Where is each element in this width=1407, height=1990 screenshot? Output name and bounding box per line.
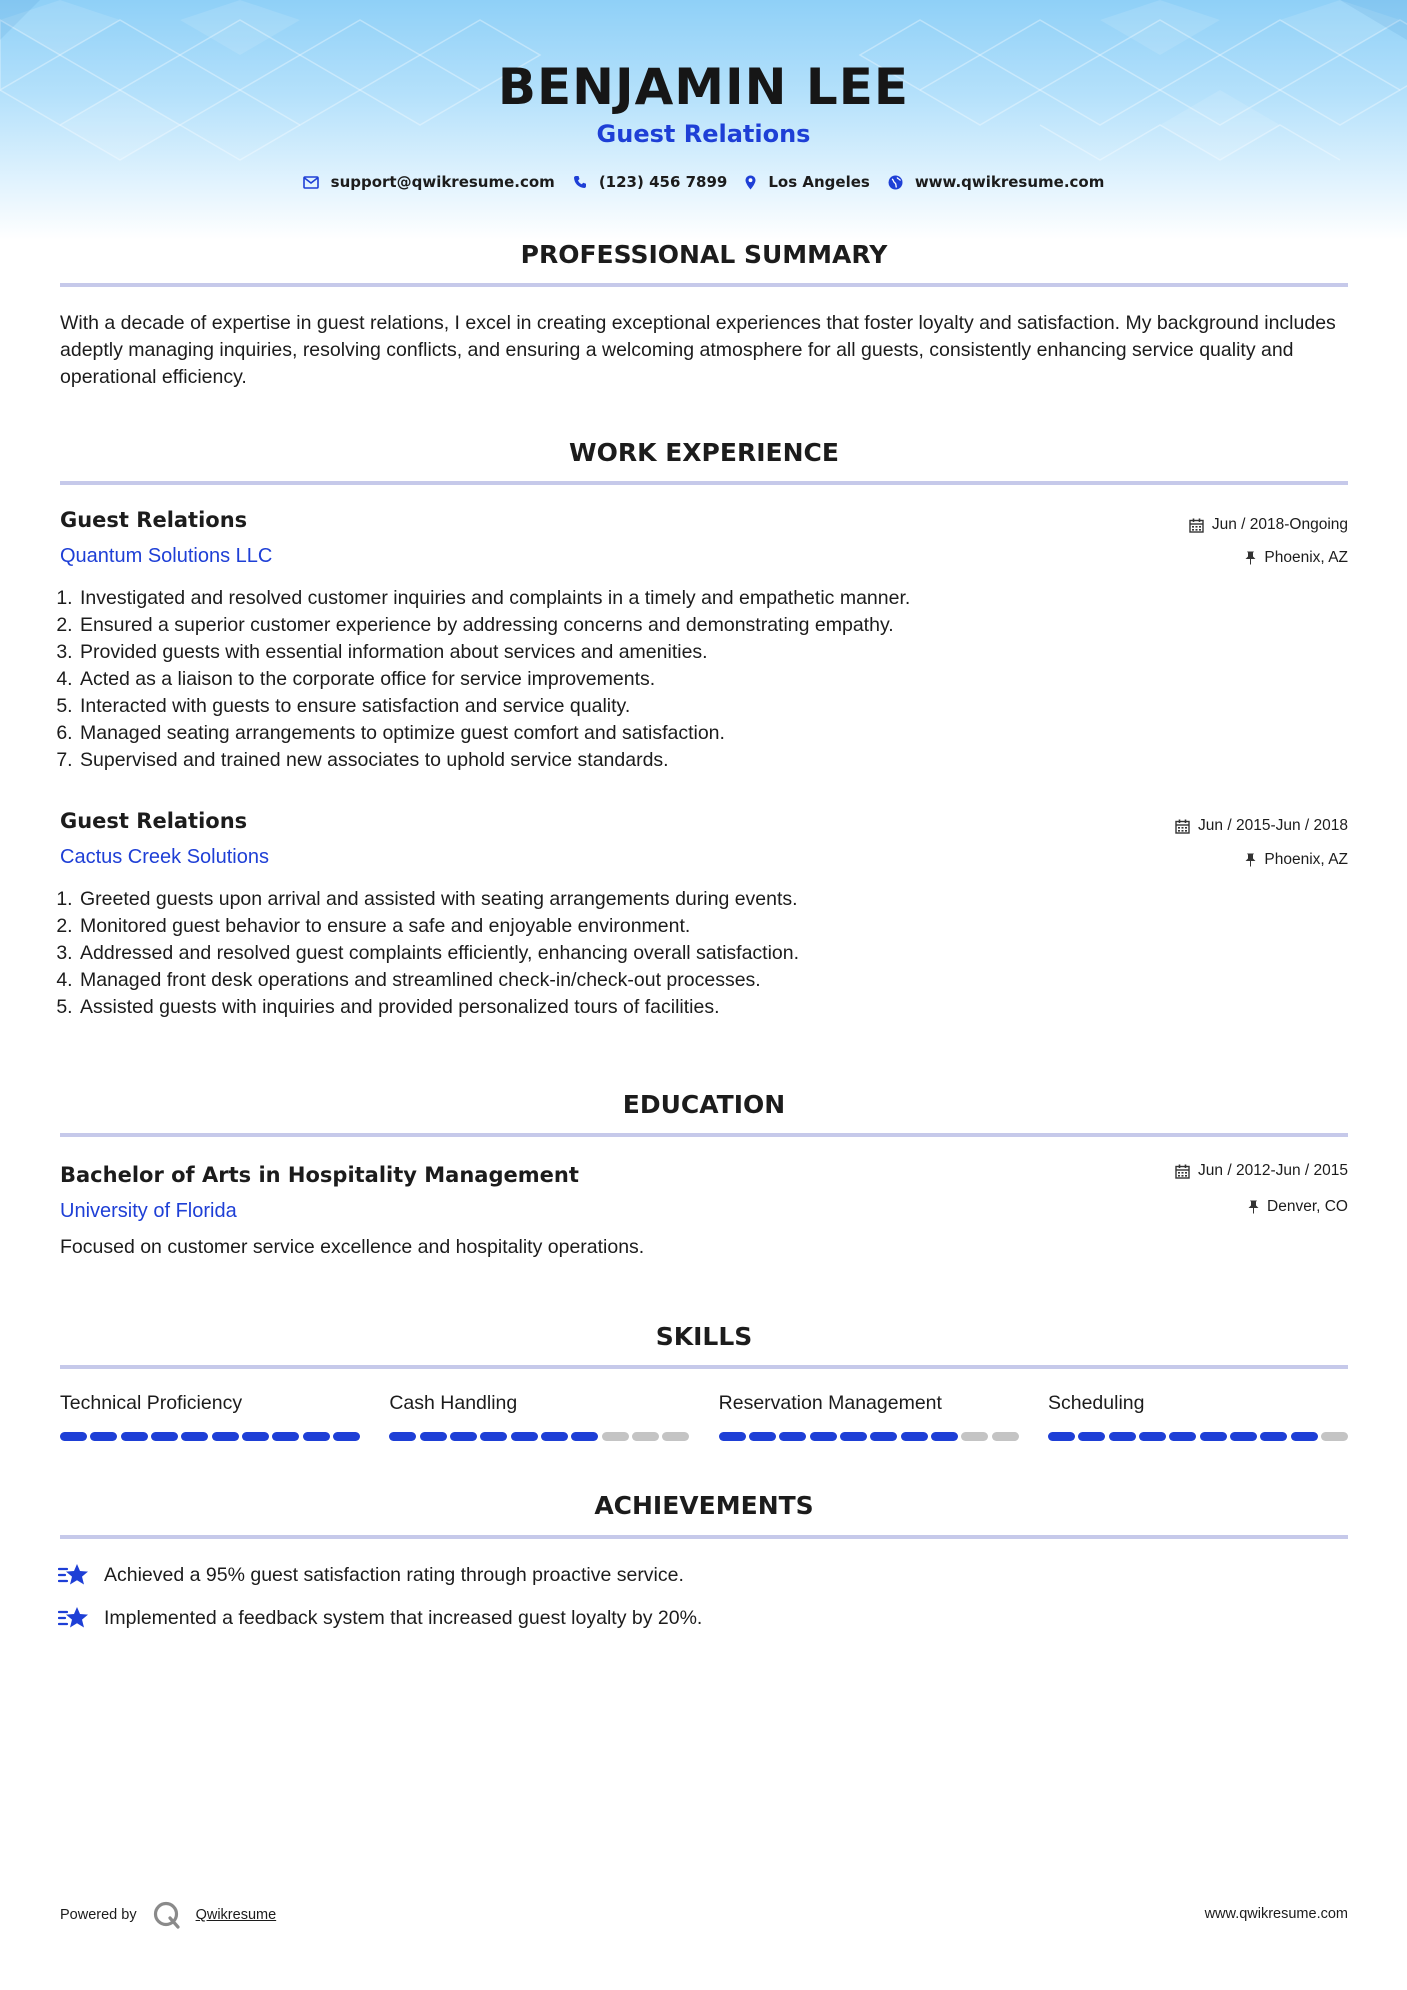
- job-location: [1245, 851, 1348, 869]
- job-title: Guest Relations: [60, 809, 248, 833]
- pushpin-icon: [1245, 551, 1256, 565]
- skill-segment-filled: [571, 1432, 598, 1441]
- map-pin-icon: [745, 175, 756, 190]
- list-item: 2. Monitored guest behavior to ensure a safe and enjoyable environment.: [78, 913, 1338, 940]
- skill-rating-bar: [719, 1432, 1019, 1441]
- contact-location-text: Los Angeles: [768, 173, 870, 191]
- contact-email-text: support@qwikresume.com: [330, 173, 555, 191]
- contact-phone-text: (123) 456 7899: [598, 173, 728, 191]
- job-dates-text: Jun / 2015-Jun / 2018: [1198, 817, 1348, 834]
- skill-segment-empty: [992, 1432, 1019, 1441]
- education-dates-text: Jun / 2012-Jun / 2015: [1198, 1162, 1348, 1179]
- skill-segment-filled: [121, 1432, 148, 1441]
- skill-item: [1048, 1392, 1348, 1441]
- candidate-job-title: Guest Relations: [596, 120, 811, 148]
- calendar-icon: [1175, 819, 1190, 834]
- skill-segment-filled: [1200, 1432, 1227, 1441]
- pushpin-icon: [1248, 1200, 1259, 1214]
- job-location-text: Phoenix, AZ: [1264, 549, 1348, 566]
- contact-email[interactable]: [303, 173, 555, 191]
- job-dates: [1175, 817, 1348, 835]
- skill-segment-filled: [541, 1432, 568, 1441]
- skill-segment-empty: [1321, 1432, 1348, 1441]
- skill-segment-filled: [1260, 1432, 1287, 1441]
- skill-segment-filled: [1078, 1432, 1105, 1441]
- skill-segment-filled: [450, 1432, 477, 1441]
- experience-heading: WORK EXPERIENCE: [569, 438, 839, 467]
- skill-segment-filled: [480, 1432, 507, 1441]
- list-item: 2. Ensured a superior customer experience by addressing concerns and demonstrating empathy.: [78, 612, 1338, 639]
- skill-segment-filled: [931, 1432, 958, 1441]
- skill-segment-filled: [60, 1432, 87, 1441]
- skill-rating-bar: [389, 1432, 689, 1441]
- skill-segment-filled: [389, 1432, 416, 1441]
- skill-segment-filled: [1109, 1432, 1136, 1441]
- star-icon: [58, 1605, 90, 1631]
- education-divider: [60, 1133, 1348, 1137]
- experience-divider: [60, 481, 1348, 485]
- list-item: 4. Acted as a liaison to the corporate office for service improvements.: [78, 666, 1338, 693]
- skill-segment-filled: [272, 1432, 299, 1441]
- pushpin-icon: [1245, 853, 1256, 867]
- job-duties-list: [56, 886, 1338, 1021]
- education-dates: [1175, 1162, 1348, 1180]
- achievement-item: [58, 1562, 684, 1588]
- star-icon: [58, 1562, 90, 1588]
- skill-segment-empty: [632, 1432, 659, 1441]
- skill-segment-empty: [662, 1432, 689, 1441]
- achievement-item: [58, 1605, 702, 1631]
- skill-segment-filled: [333, 1432, 360, 1441]
- footer-powered-by: [60, 1900, 276, 1930]
- job-dates-text: Jun / 2018-Ongoing: [1211, 516, 1348, 533]
- skill-segment-filled: [1048, 1432, 1075, 1441]
- skill-segment-empty: [961, 1432, 988, 1441]
- skills-grid: [60, 1392, 1348, 1441]
- contact-location: [745, 173, 869, 191]
- summary-text: With a decade of expertise in guest relations, I excel in creating exceptional experiences that foster loyalty and satisfaction. My background includes adeptly managing inquiries, resolving conflicts, and ensuring a welcoming atmosphere for all guests, consistently enhancing service quality and operational efficiency.: [60, 312, 1336, 388]
- skill-segment-filled: [870, 1432, 897, 1441]
- skill-name: Technical Proficiency: [60, 1392, 243, 1414]
- skill-segment-filled: [901, 1432, 928, 1441]
- list-item: 6. Managed seating arrangements to optimize guest comfort and satisfaction.: [78, 720, 1338, 747]
- summary-divider: [60, 283, 1348, 287]
- degree-title: Bachelor of Arts in Hospitality Management: [60, 1163, 579, 1187]
- job-duties-list: [56, 585, 1338, 774]
- job-location: [1245, 549, 1348, 567]
- contact-website[interactable]: [888, 173, 1105, 191]
- qwikresume-link[interactable]: Qwikresume: [195, 1907, 277, 1923]
- skill-segment-filled: [1230, 1432, 1257, 1441]
- school-name: University of Florida: [60, 1200, 237, 1222]
- skill-segment-empty: [602, 1432, 629, 1441]
- skill-name: Cash Handling: [389, 1392, 518, 1414]
- skill-segment-filled: [242, 1432, 269, 1441]
- skill-item: [60, 1392, 360, 1441]
- calendar-icon: [1175, 1164, 1190, 1179]
- list-item: 1. Investigated and resolved customer inquiries and complaints in a timely and empathetic manner.: [78, 585, 1338, 612]
- list-item: 5. Interacted with guests to ensure satisfaction and service quality.: [78, 693, 1338, 720]
- skill-segment-filled: [779, 1432, 806, 1441]
- achievement-text: Achieved a 95% guest satisfaction rating through proactive service.: [104, 1563, 684, 1586]
- skill-segment-filled: [181, 1432, 208, 1441]
- skill-segment-filled: [840, 1432, 867, 1441]
- skill-segment-filled: [303, 1432, 330, 1441]
- skill-segment-filled: [420, 1432, 447, 1441]
- skill-name: Scheduling: [1047, 1392, 1145, 1414]
- powered-by-label: Powered by: [60, 1907, 137, 1923]
- list-item: 5. Assisted guests with inquiries and provided personalized tours of facilities.: [78, 994, 1338, 1021]
- skills-heading: SKILLS: [655, 1322, 753, 1351]
- skill-rating-bar: [60, 1432, 360, 1441]
- list-item: 4. Managed front desk operations and streamlined check-in/check-out processes.: [78, 967, 1338, 994]
- skill-segment-filled: [151, 1432, 178, 1441]
- skill-segment-filled: [1291, 1432, 1318, 1441]
- contact-bar: [0, 173, 1407, 191]
- achievements-divider: [60, 1535, 1348, 1539]
- skill-segment-filled: [749, 1432, 776, 1441]
- contact-website-text: www.qwikresume.com: [914, 173, 1105, 191]
- skill-item: [389, 1392, 689, 1441]
- education-description: Focused on customer service excellence and hospitality operations.: [60, 1236, 645, 1258]
- skill-segment-filled: [90, 1432, 117, 1441]
- summary-heading: PROFESSIONAL SUMMARY: [520, 240, 888, 269]
- achievement-text: Implemented a feedback system that increased guest loyalty by 20%.: [104, 1606, 703, 1629]
- phone-icon: [573, 175, 587, 189]
- job-company: Quantum Solutions LLC: [60, 545, 273, 567]
- job-dates: [1189, 516, 1348, 534]
- education-location: [1248, 1198, 1348, 1216]
- education-heading: EDUCATION: [622, 1090, 786, 1119]
- footer-website[interactable]: www.qwikresume.com: [1204, 1906, 1348, 1922]
- skill-item: [719, 1392, 1019, 1441]
- globe-icon: [888, 175, 903, 190]
- skill-segment-filled: [719, 1432, 746, 1441]
- skill-segment-filled: [212, 1432, 239, 1441]
- list-item: 7. Supervised and trained new associates to uphold service standards.: [78, 747, 1338, 774]
- list-item: 3. Provided guests with essential information about services and amenities.: [78, 639, 1338, 666]
- skill-segment-filled: [1169, 1432, 1196, 1441]
- skills-divider: [60, 1365, 1348, 1369]
- calendar-icon: [1189, 518, 1204, 533]
- list-item: 3. Addressed and resolved guest complaints efficiently, enhancing overall satisfaction.: [78, 940, 1338, 967]
- job-title: Guest Relations: [60, 508, 248, 532]
- skill-rating-bar: [1048, 1432, 1348, 1441]
- skill-segment-filled: [810, 1432, 837, 1441]
- envelope-icon: [303, 176, 319, 189]
- contact-phone[interactable]: [573, 173, 728, 191]
- qwikresume-logo-icon: [152, 1900, 182, 1930]
- job-company: Cactus Creek Solutions: [60, 846, 269, 868]
- skill-name: Reservation Management: [718, 1392, 942, 1414]
- job-location-text: Phoenix, AZ: [1264, 851, 1348, 868]
- achievements-heading: ACHIEVEMENTS: [594, 1491, 814, 1520]
- list-item: 1. Greeted guests upon arrival and assisted with seating arrangements during events.: [78, 886, 1338, 913]
- education-location-text: Denver, CO: [1267, 1198, 1348, 1215]
- candidate-name: BENJAMIN LEE: [497, 58, 910, 116]
- skill-segment-filled: [511, 1432, 538, 1441]
- skill-segment-filled: [1139, 1432, 1166, 1441]
